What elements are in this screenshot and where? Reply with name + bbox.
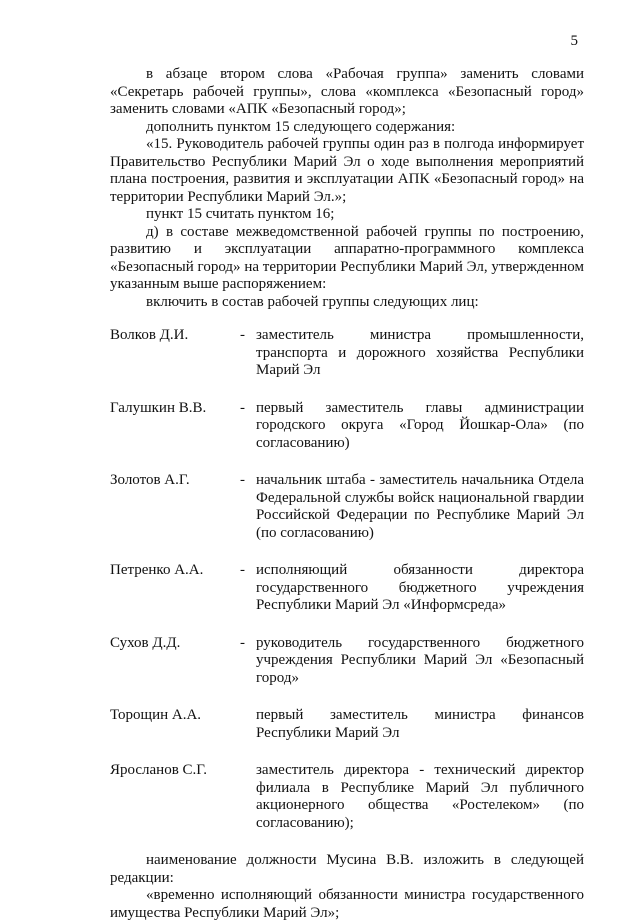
member-dash: -	[240, 634, 245, 651]
member-role: первый заместитель главы администрации городского округа «Город Йошкар-Ола» (по согласованию)	[256, 399, 584, 451]
list-item	[110, 762, 584, 832]
member-role: первый заместитель министра финансов Республики Марий Эл	[256, 707, 584, 741]
list-item	[110, 472, 584, 542]
member-role: начальник штаба - заместитель начальника Отдела Федеральной службы войск национальной гвардии Российской Федерации по Республике Марий Эл (по согласованию)	[256, 472, 584, 541]
paragraph-renumber: пункт 15 считать пунктом 16;	[146, 206, 335, 222]
list-item	[110, 562, 584, 615]
paragraph-rename-position: наименование должности Мусина В.В. изложить в следующей редакции:	[110, 852, 584, 886]
member-name: Петренко А.А.	[110, 562, 204, 578]
member-name: Волков Д.И.	[110, 327, 189, 343]
member-name: Торощин А.А.	[110, 707, 202, 723]
member-dash: -	[240, 472, 245, 488]
member-role: заместитель директора - технический директор филиала в Республике Марий Эл публичного акционерного общества «Ростелеком» (по согласованию);	[256, 762, 584, 831]
member-name: Галушкин В.В.	[110, 399, 207, 416]
member-dash: -	[240, 327, 245, 343]
member-name: Золотов А.Г.	[110, 472, 190, 488]
member-role: исполняющий обязанности директора государственного бюджетного учреждения Республики Марий Эл «Информсреда»	[256, 562, 584, 613]
paragraph-item-15-text: «15. Руководитель рабочей группы один раз в полгода информирует Правительство Республики Марий Эл о ходе выполнения мероприятий плана построения, развития и эксплуатации АПК «Безопасный город» на территории Республики Марий Эл.»;	[110, 136, 584, 205]
document-body	[110, 66, 584, 922]
closing-paragraphs	[110, 852, 584, 922]
list-item	[110, 707, 584, 742]
paragraph-add-item-15: дополнить пунктом 15 следующего содержания:	[146, 118, 456, 135]
member-role: заместитель министра промышленности, транспорта и дорожного хозяйства Республики Марий Эл	[256, 327, 584, 378]
member-dash: -	[240, 562, 245, 578]
list-item	[110, 327, 584, 380]
members-list	[110, 327, 584, 832]
paragraph-include-members: включить в состав рабочей группы следующих лиц:	[146, 293, 479, 310]
member-name: Сухов Д.Д.	[110, 634, 181, 651]
paragraph-replace-wording: в абзаце втором слова «Рабочая группа» заменить словами «Секретарь рабочей группы», слова «комплекса «Безопасный город» заменить словами «АПК «Безопасный город»;	[110, 66, 584, 117]
page-number: 5	[570, 33, 578, 49]
member-name: Яросланов С.Г.	[110, 762, 208, 778]
paragraph-subitem-d: д) в составе межведомственной рабочей группы по построению, развитию и эксплуатации аппаратно-программного комплекса «Безопасный город» на территории Республики Марий Эл, утвержденном указанным выше распоряжением:	[110, 223, 584, 292]
paragraph-new-position-title: «временно исполняющий обязанности министра государственного имущества Республики Марий Эл»;	[110, 887, 584, 921]
list-item	[110, 400, 584, 453]
member-role: руководитель государственного бюджетного учреждения Республики Марий Эл «Безопасный город»	[256, 634, 584, 686]
list-item	[110, 635, 584, 688]
member-dash: -	[240, 399, 245, 416]
